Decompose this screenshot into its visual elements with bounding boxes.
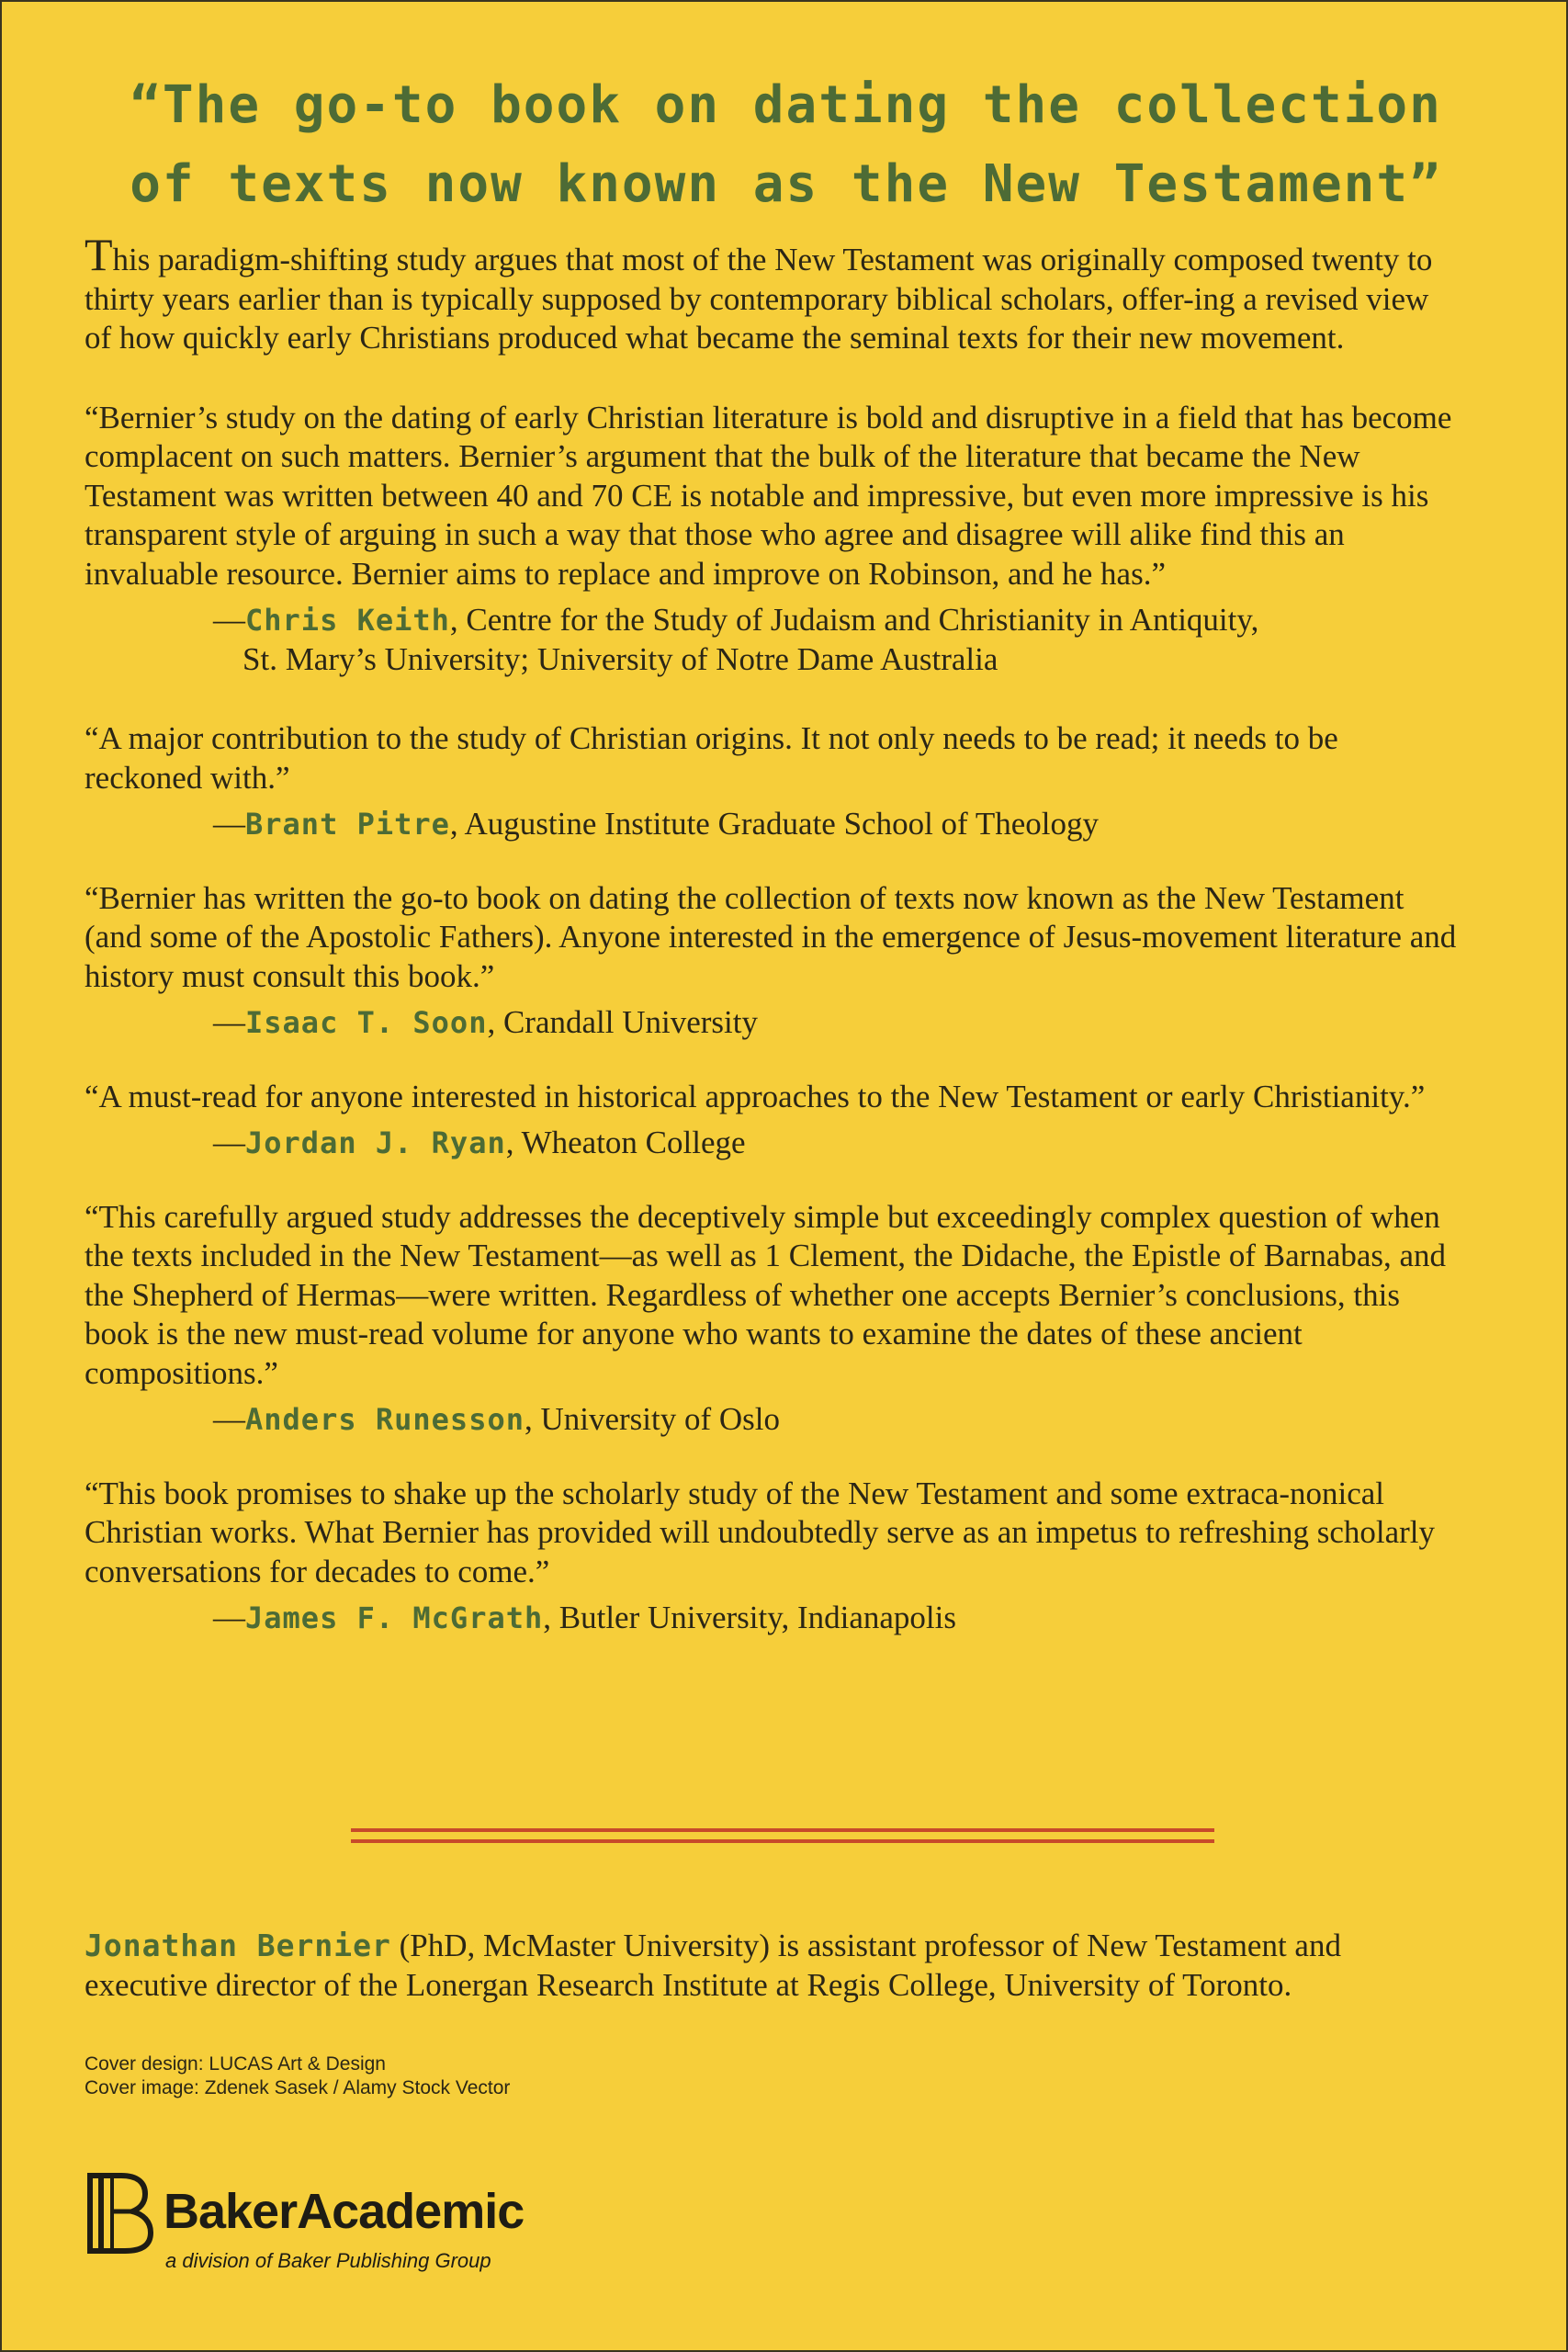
intro-dropcap: T <box>85 229 113 280</box>
attribution-dash: — <box>213 1401 245 1437</box>
endorser-affiliation: , University of Oslo <box>524 1401 781 1437</box>
attribution-dash: — <box>213 602 245 638</box>
intro-text: his paradigm-shifting study argues that most of the New Testament was originally composed twenty to thirty years earlier than is typically supposed by contemporary biblical scholars, offer-ing a revised view of how quickly early Christians produced what became the seminal texts for their new movement. <box>85 242 1433 356</box>
endorsement-quote: “Bernier has written the go-to book on dating the collection of texts now known as the New Testament (and some of the Apostolic Fathers). Anyone interested in the emergence of Jesus-movement literature and history must consult this book.” <box>85 879 1457 994</box>
endorser-affiliation: , Wheaton College <box>505 1125 746 1160</box>
endorser-name: Jordan J. Ryan <box>245 1125 506 1160</box>
intro-paragraph <box>85 229 1462 358</box>
endorsement-4 <box>85 1078 1462 1163</box>
publisher-tagline: a division of Baker Publishing Group <box>165 2249 491 2272</box>
attribution-dash: — <box>213 806 245 842</box>
main-content <box>85 229 1462 1679</box>
publisher-logo <box>85 2170 599 2280</box>
endorser-name: Chris Keith <box>245 603 450 638</box>
attribution-dash: — <box>213 1004 245 1040</box>
endorser-name: Isaac T. Soon <box>245 1005 488 1040</box>
endorsement-quote: “A major contribution to the study of Christian origins. It not only needs to be read; it needs to be reckoned with.” <box>85 720 1338 796</box>
cover-image-credit: Cover image: Zdenek Sasek / Alamy Stock Vector <box>85 2077 511 2098</box>
rule-line-top <box>351 1828 1214 1832</box>
endorser-name: Brant Pitre <box>245 807 450 842</box>
author-bio-text: (PhD, McMaster University) is assistant professor of New Testament and executive director of the Lonergan Research Institute at Regis College, University of Toronto. <box>85 1928 1341 2003</box>
author-bio <box>85 1927 1472 2005</box>
endorsement-quote: “A must-read for anyone interested in historical approaches to the New Testament or early Christianity.” <box>85 1078 1426 1114</box>
endorsement-5 <box>85 1198 1462 1440</box>
endorser-name: Anders Runesson <box>245 1402 525 1437</box>
endorsement-attribution <box>85 1003 1462 1043</box>
publisher-name: BakerAcademic <box>164 2184 525 2239</box>
endorser-affiliation: , Augustine Institute Graduate School of Theology <box>449 806 1099 842</box>
endorser-affiliation: , Centre for the Study of Judaism and Christianity in Antiquity, <box>449 602 1259 638</box>
endorsement-1 <box>85 399 1462 680</box>
endorsement-6 <box>85 1475 1462 1638</box>
endorser-affiliation: , Butler University, Indianapolis <box>543 1600 956 1635</box>
endorsement-3 <box>85 879 1462 1043</box>
endorsement-attribution <box>85 1124 1462 1163</box>
attribution-dash: — <box>213 1125 245 1160</box>
double-rule-divider <box>351 1828 1214 1845</box>
endorsement-attribution <box>85 805 1462 844</box>
endorsement-attribution <box>85 1599 1462 1638</box>
attribution-dash: — <box>213 1600 245 1635</box>
cover-credits <box>85 2052 510 2100</box>
endorser-affiliation-line2: St. Mary’s University; University of Notre Dame Australia <box>243 640 998 677</box>
headline-quote: “The go-to book on dating the collection of texts now known as the New Testament” <box>130 75 1442 214</box>
endorsement-quote: “This carefully argued study addresses the deceptively simple but exceedingly complex question of when the texts included in the New Testament—as well as 1 Clement, the Didache, the Epistle of Barnabas, and the Shepherd of Hermas—were written. Regardless of whether one accepts Bernier’s conclusions, this book is the new must-read volume for anyone who wants to examine the dates of these ancient compositions.” <box>85 1198 1447 1391</box>
cover-design-credit: Cover design: LUCAS Art & Design <box>85 2053 386 2075</box>
rule-line-bottom <box>351 1839 1214 1843</box>
endorser-name: James F. McGrath <box>245 1600 544 1635</box>
endorsement-2 <box>85 719 1462 844</box>
endorsement-attribution <box>85 1400 1462 1440</box>
endorsement-attribution <box>85 601 1462 679</box>
baker-b-logo-icon <box>85 2170 160 2255</box>
endorser-affiliation: , Crandall University <box>487 1004 758 1040</box>
endorsement-quote: “Bernier’s study on the dating of early Christian literature is bold and disruptive in a field that has become complacent on such matters. Bernier’s argument that the bulk of the literature that became the New Testament was written between 40 and 70 CE is notable and impressive, but even more impressive is his transparent style of arguing in such a way that those who agree and disagree will alike find this an invaluable resource. Bernier aims to replace and improve on Robinson, and he has.” <box>85 399 1452 592</box>
author-name: Jonathan Bernier <box>85 1928 391 1963</box>
endorsement-quote: “This book promises to shake up the scholarly study of the New Testament and some extraca-nonical Christian works. What Bernier has provided will undoubtedly serve as an impetus to refreshing scholarly conversations for decades to come.” <box>85 1475 1435 1589</box>
